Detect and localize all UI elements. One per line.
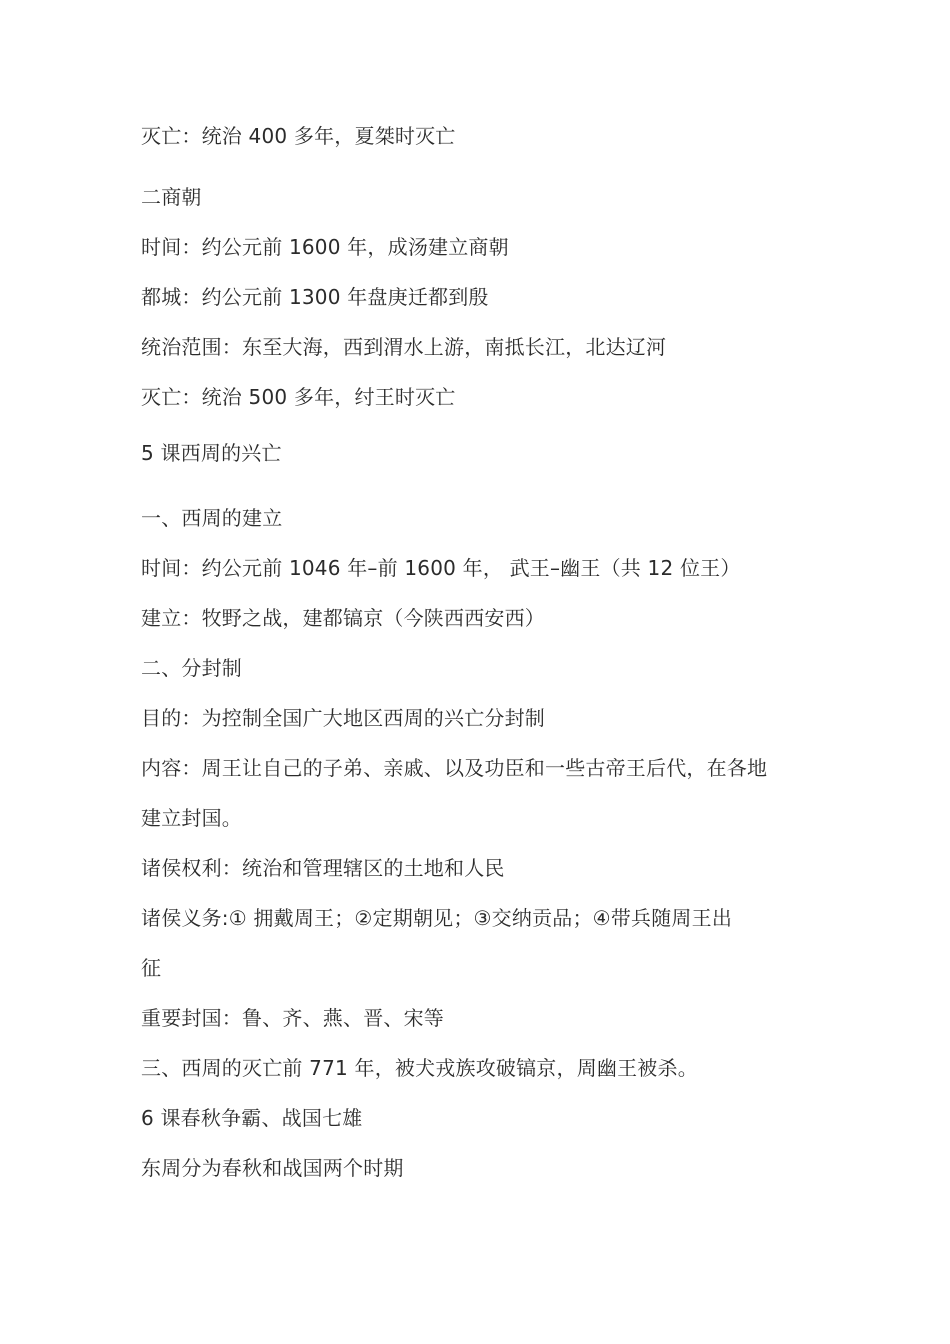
section-heading: 一、西周的建立: [141, 506, 283, 530]
text-line: 时间：约公元前 1046 年–前 1600 年， 武王–幽王（共 12 位王）: [141, 556, 741, 580]
text-line: 内容：周王让自己的子弟、亲戚、以及功臣和一些古帝王后代，在各地: [141, 756, 768, 780]
section-heading: 二商朝: [141, 185, 202, 209]
lesson-heading: 5 课西周的兴亡: [141, 441, 282, 465]
text-line: 诸侯权利：统治和管理辖区的土地和人民: [141, 856, 505, 880]
text-line: 都城：约公元前 1300 年盘庚迁都到殷: [141, 285, 489, 309]
section-heading: 二、分封制: [141, 656, 242, 680]
text-line: 建立：牧野之战，建都镐京（今陕西西安西）: [141, 606, 545, 630]
text-line: 诸侯义务:① 拥戴周王；②定期朝见；③交纳贡品；④带兵随周王出: [141, 906, 733, 930]
text-line: 建立封国。: [141, 806, 242, 830]
text-line: 东周分为春秋和战国两个时期: [141, 1156, 404, 1180]
lesson-heading: 6 课春秋争霸、战国七雄: [141, 1106, 363, 1130]
section-heading: 三、西周的灭亡前 771 年，被犬戎族攻破镐京，周幽王被杀。: [141, 1056, 698, 1080]
text-line: 统治范围：东至大海，西到渭水上游，南抵长江，北达辽河: [141, 335, 667, 359]
text-line: 目的：为控制全国广大地区西周的兴亡分封制: [141, 706, 545, 730]
text-line: 灭亡：统治 500 多年，纣王时灭亡: [141, 385, 456, 409]
text-line: 征: [141, 956, 162, 980]
text-line: 灭亡：统治 400 多年，夏桀时灭亡: [141, 124, 456, 148]
text-line: 重要封国：鲁、齐、燕、晋、宋等: [141, 1006, 444, 1030]
text-line: 时间：约公元前 1600 年，成汤建立商朝: [141, 235, 509, 259]
